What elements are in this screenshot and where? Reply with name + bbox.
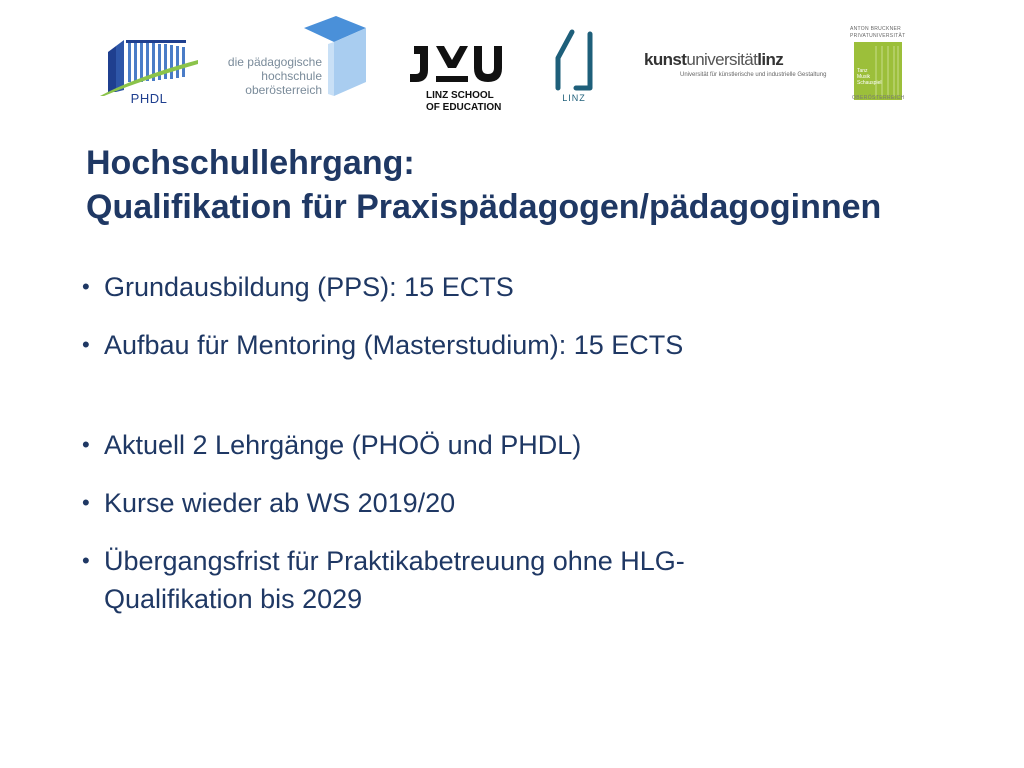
kunstuni-tagline: Universität für künstlerische und industrielle Gestaltung [680,72,827,78]
logo-strip [0,0,1024,125]
bullet-dot: • [82,274,90,299]
bullet-item [80,426,944,464]
bullet-item [80,542,944,618]
bullet-text-continuation: Qualifikation bis 2029 [104,584,363,614]
bruckner-foot: OBERÖSTERREICH [852,95,905,101]
linz-label: LINZ [562,93,586,103]
kunstuni-logo [644,50,827,90]
phooe-line3: oberösterreich [245,83,322,97]
phooe-logo [227,14,368,98]
bullet-text: Übergangsfrist für Praktikabetreuung ohne HLG- [104,546,685,576]
bruckner-head: ANTON BRUCKNER PRIVATUNIVERSITÄT [850,26,906,39]
linz-logo [548,28,600,108]
bullet-item [80,268,944,306]
bullet-dot: • [82,332,90,357]
linz-mark-icon [548,28,600,92]
slide-title-line2: Qualifikation für Praxispädagogen/pädagoginnen [86,188,882,226]
bullet-text: Aktuell 2 Lehrgänge (PHOÖ und PHDL) [104,430,582,460]
bullet-dot: • [82,548,90,573]
phooe-line2: hochschule [261,69,322,83]
bullet-text: Grundausbildung (PPS): 15 ECTS [104,272,514,302]
jku-line2: OF EDUCATION [426,102,502,113]
bruckner-green-block [854,42,902,100]
bullet-item [80,484,944,522]
jku-line1: LINZ SCHOOL [426,90,494,101]
jku-logo [408,40,504,116]
bullet-item [80,326,944,364]
bullet-text: Aufbau für Mentoring (Masterstudium): 15 ECTS [104,330,684,360]
bruckner-words: Tanz Musik Schauspiel [857,68,882,86]
bruckner-logo [846,26,910,106]
bullet-dot: • [82,432,90,457]
bullet-text: Kurse wieder ab WS 2019/20 [104,488,456,518]
kunstuni-wordmark: kunstuniversitätlinz [644,50,784,69]
phdl-label: PHDL [130,91,168,106]
jku-mark-icon [408,40,504,86]
slide-title-line1: Hochschullehrgang: [86,144,415,182]
phdl-logo [98,34,200,108]
phdl-building-icon [98,34,200,96]
phooe-line1: die pädagogische [227,55,322,69]
bullet-dot: • [82,490,90,515]
slide-title [86,141,996,229]
